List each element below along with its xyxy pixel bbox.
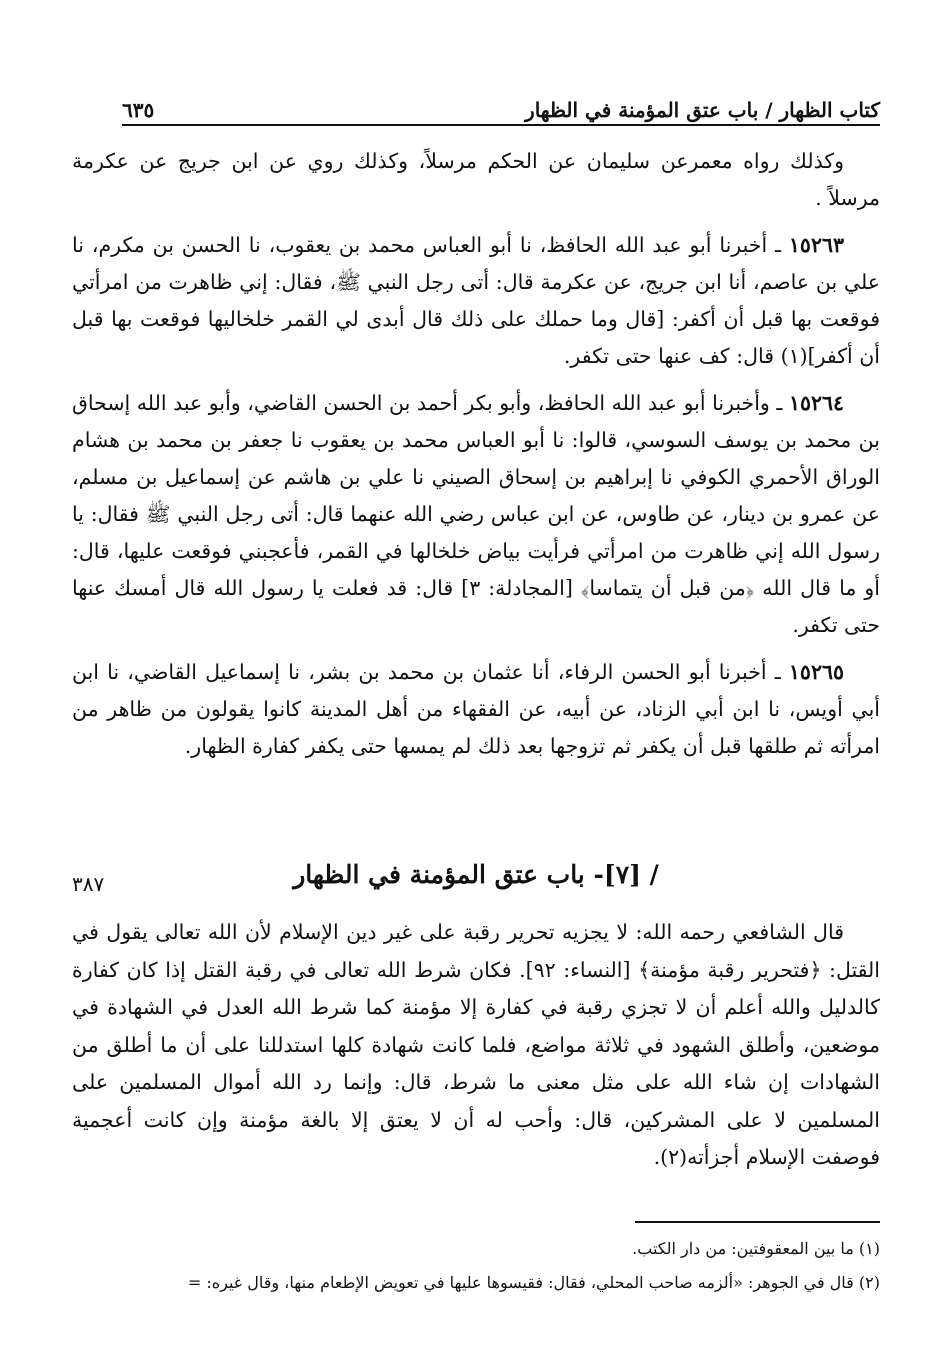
running-title: كتاب الظهار / باب عتق المؤمنة في الظهار [525, 98, 880, 122]
footnote: (١) ما بين المعقوفتين: من دار الكتب. [632, 1239, 880, 1258]
main-text [72, 143, 880, 775]
footnote: (٢) قال في الجوهر: «ألزمه صاحب المحلي، فقال: فقيسوها عليها في تعويض الإطعام منها، وقال غيره: = [187, 1273, 880, 1292]
intro-paragraph: وكذلك رواه معمرعن سليمان عن الحكم مرسلاً، وكذلك روي عن ابن جريج عن عكرمة مرسلاً . [72, 149, 880, 210]
hadith-number: ١٥٢٦٣ [788, 233, 844, 257]
footnotes [72, 1232, 880, 1300]
hadith-paragraph [72, 385, 880, 644]
hadith-text: ـ أخبرنا أبو عبد الله الحافظ، نا أبو العباس محمد بن يعقوب، نا الحسن بن مكرم، نا علي بن عاصم، أنا ابن جريج، عن عكرمة قال: أتى رجل النبي ﷺ، فقال: إني ظاهرت من امرأتي فوقعت بها قبل أن أكفر: [قال وما حملك على ذلك قال أبدى لي القمر خلخاليها فوقعت بها قبل أن أكفر](١) قال: كف عنها حتى تكفر. [72, 233, 880, 368]
chapter-paragraph: قال الشافعي رحمه الله: لا يجزيه تحرير رقبة على غير دين الإسلام لأن الله تعالى يقول في القتل: ﴿فتحرير رقبة مؤمنة﴾ [النساء: ٩٢]. فكان شرط الله تعالى في رقبة القتل إذا كان كفارة كالدليل والله أعلم أن لا تجزي رقبة في كفارة إلا مؤمنة كما شرط الله العدل في الشهادة في موضعين، وأطلق الشهود في ثلاثة مواضع، فلما كانت شهادة كلها استدللنا على أن ما أطلق من الشهادات إن شاء الله على مثل معنى ما شرط، قال: وإنما رد الله أموال المسلمين على المسلمين لا على المشركين، قال: وأحب له أن لا يعتق إلا بالغة مؤمنة وإن كانت أعجمية فوصفت الإسلام أجزأته(٢). [72, 920, 880, 1169]
hadith-number: ١٥٢٦٤ [788, 391, 844, 415]
page-number: ٦٣٥ [122, 98, 155, 122]
hadith-number: ١٥٢٦٥ [788, 660, 844, 684]
hadith-text: ـ وأخبرنا أبو عبد الله الحافظ، وأبو بكر أحمد بن الحسن القاضي، وأبو عبد الله إسحاق بن محمد بن يوسف السوسي، قالوا: نا أبو العباس محمد بن يعقوب نا جعفر بن محمد بن هشام الوراق الأحمري الكوفي نا إبراهيم بن إسحاق الصيني نا علي بن هاشم عن إسماعيل بن مسلم، عن عمرو بن دينار، عن طاوس، عن ابن عباس رضي الله عنهما قال: أتى رجل النبي ﷺ فقال: يا رسول الله إني ظاهرت من امرأتي فرأيت بياض خلخالها في القمر، فأعجبني فوقعت عليها، قال: أو ما قال الله ﴿من قبل أن يتماسا﴾ [المجادلة: ٣] قال: قد فعلت يا رسول الله قال أمسك عنها حتى تكفر. [72, 391, 880, 637]
hadith-paragraph [72, 227, 880, 375]
chapter-text [72, 914, 880, 1187]
hadith-text: ـ أخبرنا أبو الحسن الرفاء، أنا عثمان بن محمد بن بشر، نا إسماعيل القاضي، نا ابن أبي أويس، نا ابن أبي الزناد، عن أبيه، عن الفقهاء من أهل المدينة كانوا يقولون من ظاهر من امرأته ثم طلقها قبل أن يكفر ثم تزوجها بعد ذلك لم يمسها حتى يكفر كفارة الظهار. [72, 660, 880, 758]
footnote-divider [635, 1221, 880, 1223]
chapter-heading [72, 860, 880, 910]
hadith-paragraph [72, 654, 880, 765]
chapter-title: / [٧]- باب عتق المؤمنة في الظهار [293, 860, 659, 889]
running-header [122, 80, 880, 126]
margin-page-reference: ٣٨٧ [72, 872, 105, 896]
